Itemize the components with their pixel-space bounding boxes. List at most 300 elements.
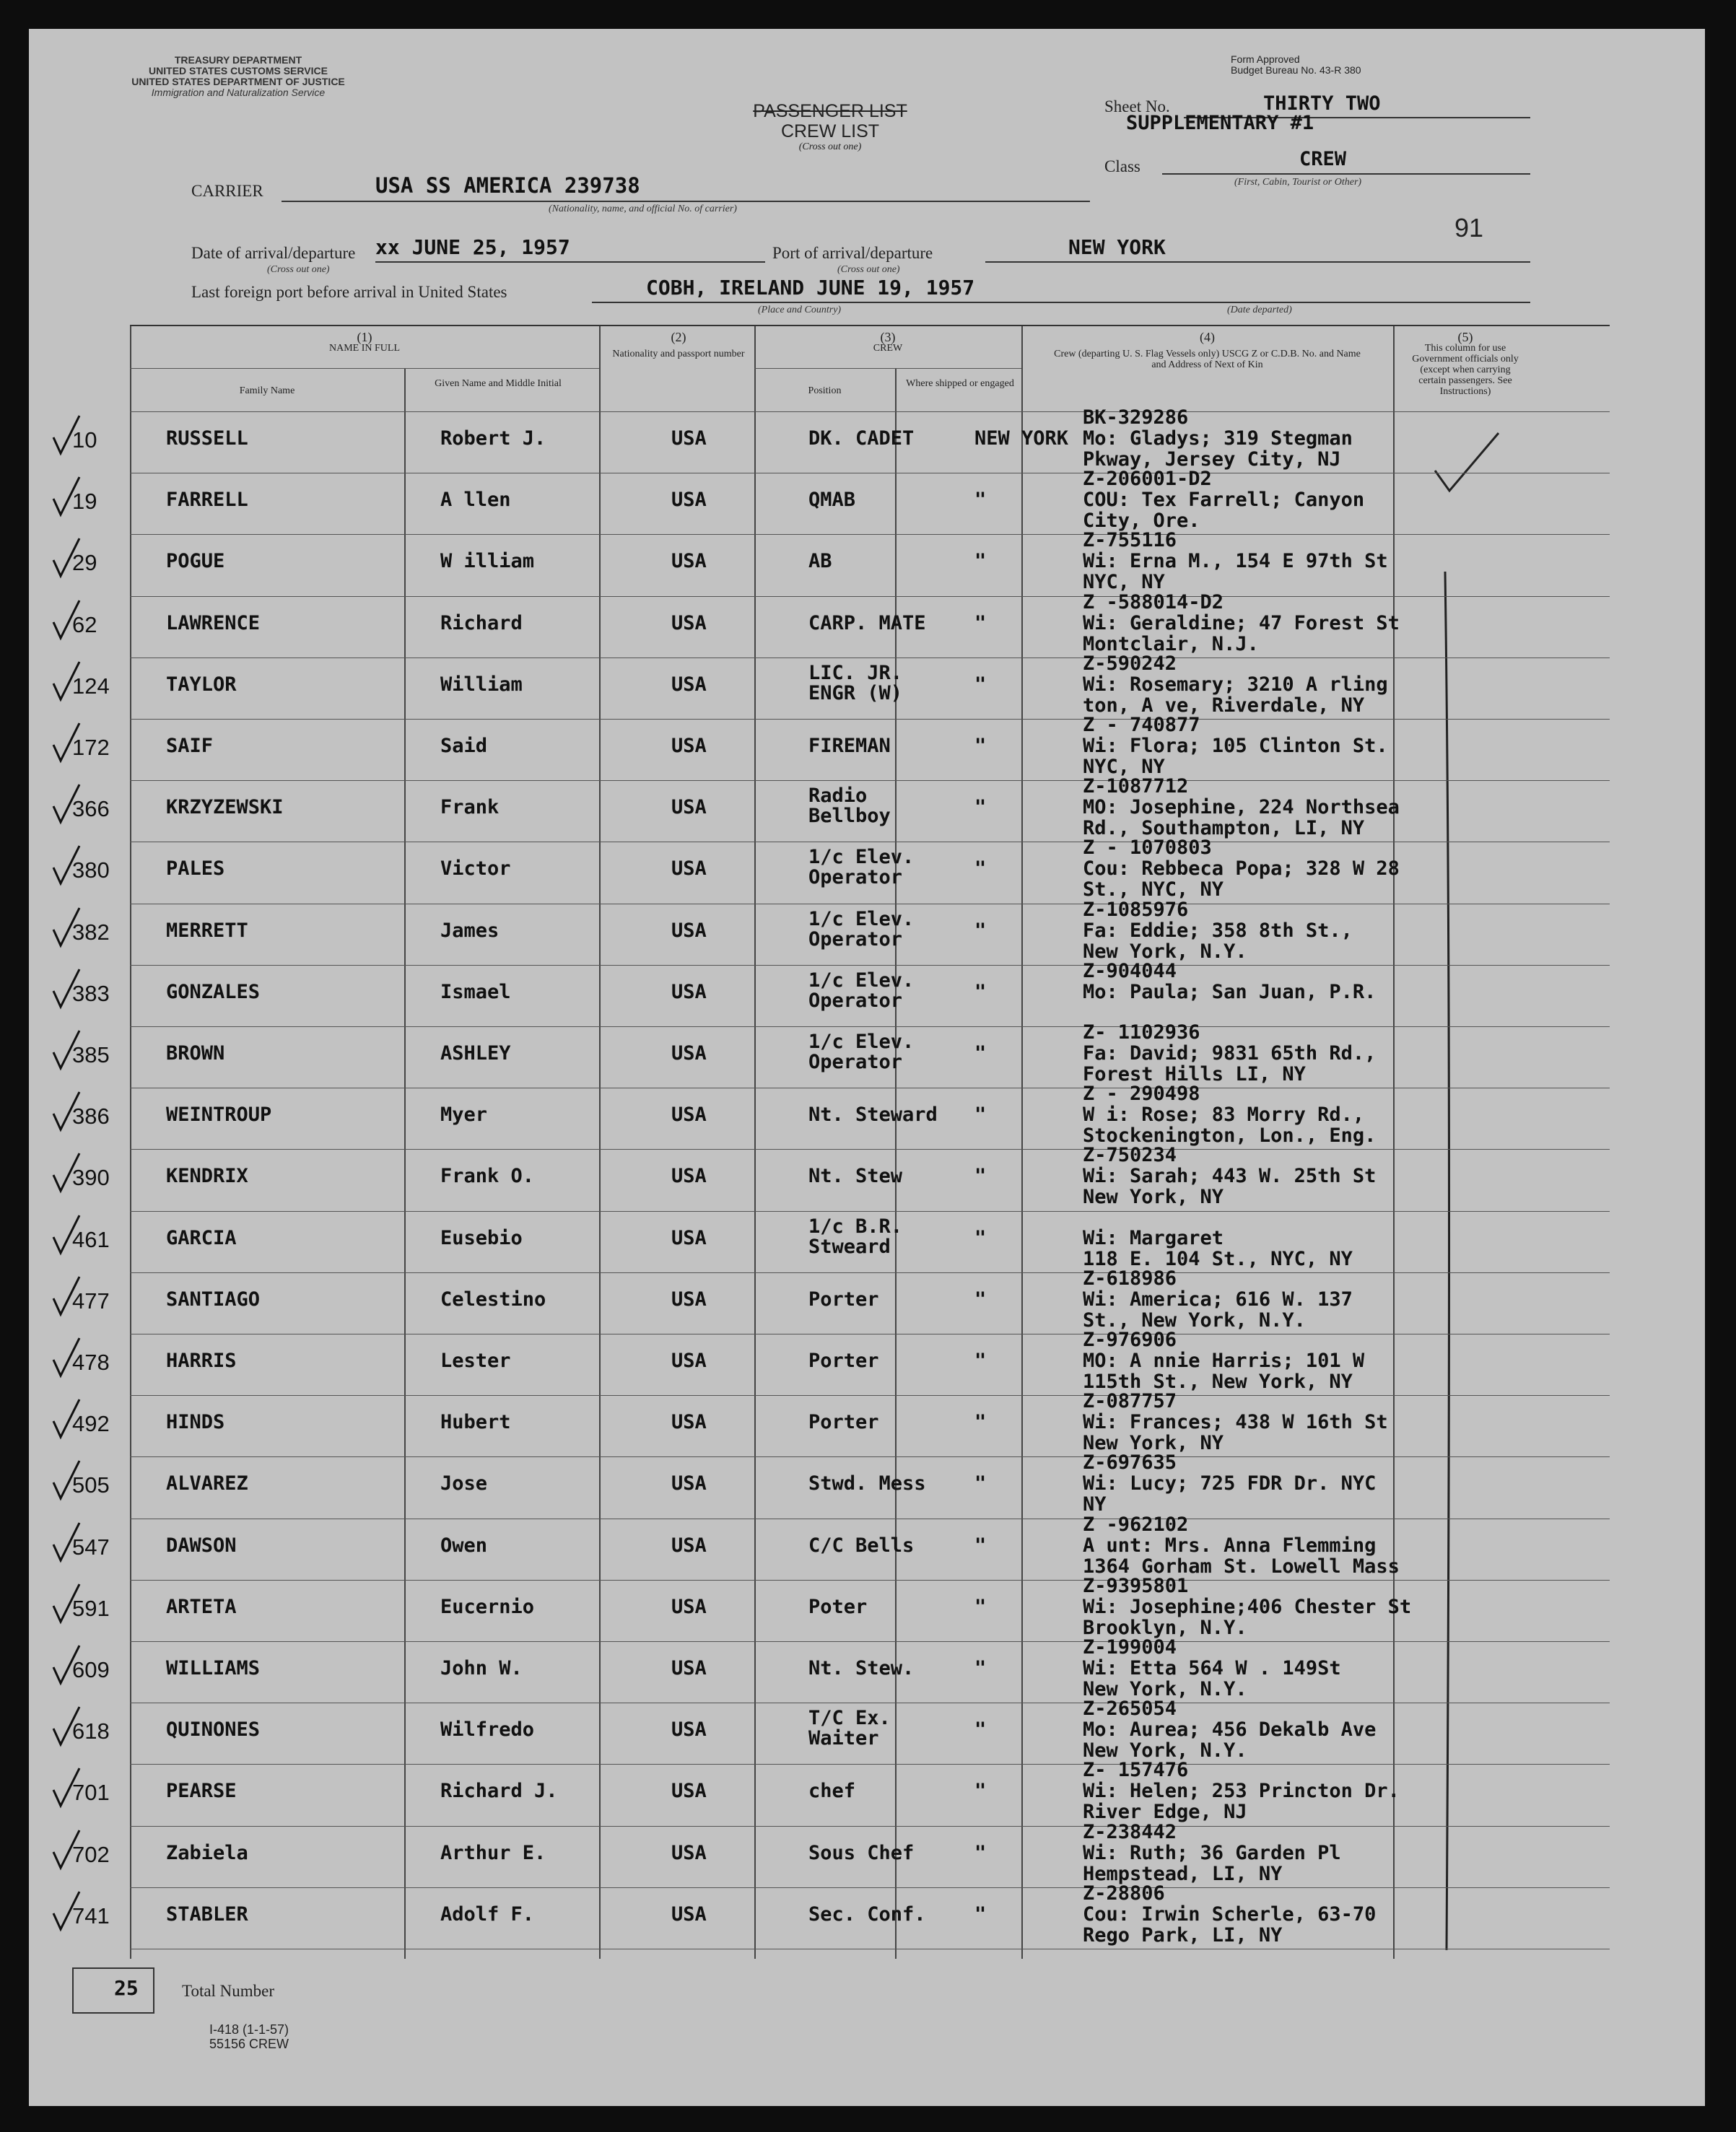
kin-line: Z-206001-D2	[1083, 468, 1212, 491]
col4-number: (4)	[1200, 330, 1215, 344]
col3-title: CREW	[873, 343, 903, 354]
next-of-kin	[1083, 1576, 1411, 1638]
next-of-kin	[1083, 1207, 1353, 1270]
kin-line: Z-28806	[1083, 1882, 1165, 1905]
table-row	[72, 1267, 1610, 1332]
col3-number: (3)	[880, 330, 896, 344]
kin-line: Z-265054	[1083, 1698, 1177, 1721]
kin-line: Brooklyn, N.Y.	[1083, 1616, 1247, 1639]
shipped-at: "	[974, 1534, 987, 1557]
last-port-label: Last foreign port before arrival in United States	[191, 283, 507, 301]
given-name: A llen	[440, 489, 511, 512]
kin-line: New York, N.Y.	[1083, 1739, 1247, 1762]
budget-bureau: Budget Bureau No. 43-R 380	[1231, 64, 1361, 76]
given-name: Frank	[440, 796, 500, 819]
kin-line: Z -588014-D2	[1083, 590, 1224, 613]
table-row	[72, 1144, 1610, 1209]
table-row	[72, 836, 1610, 901]
kin-line: Z-199004	[1083, 1636, 1177, 1659]
check-mark-icon	[51, 1458, 84, 1501]
table-row	[72, 1451, 1610, 1516]
position: QMAB	[808, 489, 856, 512]
kin-line: Wi: Josephine;406 Chester St	[1083, 1595, 1412, 1618]
next-of-kin	[1083, 1083, 1376, 1146]
kin-line: Fa: Eddie; 358 8th St.,	[1083, 919, 1353, 942]
check-mark-icon	[51, 1765, 84, 1809]
kin-line: Cou: Rebbeca Popa; 328 W 28	[1083, 857, 1400, 881]
check-mark-icon	[51, 1335, 84, 1379]
kin-line: New York, NY	[1083, 1432, 1224, 1455]
check-mark-icon	[51, 1889, 84, 1932]
nationality: USA	[671, 1165, 707, 1188]
kin-line	[1083, 1002, 1376, 1023]
kin-line: W i: Rose; 83 Morry Rd.,	[1083, 1104, 1365, 1127]
port-value: NEW YORK	[1068, 235, 1166, 259]
kin-line: Z-1085976	[1083, 898, 1189, 921]
position: 1/c Elev. Operator	[808, 907, 915, 951]
line-number: 386	[72, 1104, 110, 1130]
table-row	[72, 1882, 1610, 1947]
family-name: DAWSON	[166, 1534, 237, 1557]
line-number: 19	[72, 489, 97, 515]
given-name: Said	[440, 735, 488, 757]
col3-heading	[754, 332, 1021, 354]
position: 1/c Elev. Operator	[808, 969, 915, 1012]
form-number: I-418 (1-1-57)	[209, 2022, 289, 2037]
next-of-kin	[1083, 407, 1353, 470]
check-mark-icon	[51, 966, 84, 1010]
family-name: KENDRIX	[166, 1165, 248, 1188]
shipped-at: "	[974, 550, 987, 573]
next-of-kin	[1083, 837, 1400, 900]
class-caption: (First, Cabin, Tourist or Other)	[1234, 177, 1362, 188]
nationality: USA	[671, 1718, 707, 1742]
next-of-kin	[1083, 468, 1364, 531]
kin-line: 118 E. 104 St., NYC, NY	[1083, 1247, 1353, 1270]
col5-title: This column for use Government officials only (except when carrying certain passengers. See Instructions)	[1412, 343, 1519, 397]
position: C/C Bells	[808, 1534, 915, 1557]
kin-line: Fa: David; 9831 65th Rd.,	[1083, 1042, 1377, 1065]
check-mark-icon	[51, 659, 84, 702]
position: T/C Ex. Waiter	[808, 1707, 891, 1750]
kin-line: City, Ore.	[1083, 510, 1200, 533]
place-caption: (Place and Country)	[758, 305, 842, 315]
family-name: MERRETT	[166, 919, 248, 942]
kin-line: New York, NY	[1083, 1186, 1224, 1209]
table-row	[72, 590, 1610, 655]
line-number: 29	[72, 550, 97, 576]
shipped-at: "	[974, 735, 987, 757]
nationality: USA	[671, 427, 707, 450]
check-mark-icon	[51, 1028, 84, 1071]
shipped-at: "	[974, 1350, 987, 1372]
next-of-kin	[1083, 1145, 1376, 1207]
next-of-kin	[1083, 1268, 1353, 1331]
position: Radio Bellboy	[808, 785, 891, 828]
agency-line: UNITED STATES CUSTOMS SERVICE	[149, 65, 328, 77]
table-row	[72, 714, 1610, 778]
family-name: HARRIS	[166, 1350, 237, 1372]
line-number: 609	[72, 1657, 110, 1682]
family-name: PEARSE	[166, 1780, 237, 1803]
line-number: 382	[72, 919, 110, 945]
last-port-value: COBH, IRELAND JUNE 19, 1957	[646, 276, 975, 300]
position: CARP. MATE	[808, 611, 926, 634]
table-row	[72, 1329, 1610, 1393]
date-caption: (Cross out one)	[267, 264, 330, 275]
kin-line: Wi: Rosemary; 3210 A rling	[1083, 673, 1388, 696]
total-label: Total Number	[182, 1982, 275, 2000]
kin-line: Wi: America; 616 W. 137	[1083, 1288, 1353, 1311]
col1-number: (1)	[357, 330, 372, 344]
kin-line: Z- 157476	[1083, 1759, 1189, 1782]
kin-line: NYC, NY	[1083, 571, 1165, 594]
kin-line: MO: Josephine, 224 Northsea	[1083, 796, 1400, 819]
given-name: Adolf F.	[440, 1902, 535, 1926]
kin-line: NYC, NY	[1083, 756, 1165, 778]
next-of-kin	[1083, 653, 1388, 716]
shipped-at: "	[974, 1472, 987, 1495]
given-name: James	[440, 919, 500, 942]
port-label: Port of arrival/departure	[772, 244, 933, 262]
given-name: Lester	[440, 1350, 511, 1372]
line-number: 702	[72, 1841, 110, 1867]
kin-line: Z-976906	[1083, 1329, 1177, 1351]
next-of-kin	[1083, 1329, 1364, 1392]
kin-line: Rd., Southampton, LI, NY	[1083, 817, 1365, 840]
agency-block	[72, 55, 404, 98]
family-name: SANTIAGO	[166, 1288, 261, 1311]
table-row	[72, 1574, 1610, 1639]
shipped-heading: Where shipped or engaged	[906, 378, 1014, 389]
table-row	[72, 1698, 1610, 1762]
given-name: Victor	[440, 857, 511, 881]
sheet-number: THIRTY TWO	[1263, 92, 1381, 115]
col4-title: Crew (departing U. S. Flag Vessels only) USCG Z or C.D.B. No. and Name and Address of Next of Kin	[1054, 349, 1361, 370]
next-of-kin	[1083, 1698, 1376, 1761]
kin-line: Wi: Frances; 438 W 16th St	[1083, 1411, 1388, 1434]
kin-line: Wi: Etta 564 W . 149St	[1083, 1657, 1341, 1679]
family-name: PALES	[166, 857, 225, 881]
table-row	[72, 959, 1610, 1023]
next-of-kin	[1083, 1391, 1388, 1454]
table-row	[72, 775, 1610, 840]
kin-line: New York, N.Y.	[1083, 1678, 1247, 1700]
family-name: HINDS	[166, 1411, 225, 1434]
crew-table	[72, 325, 1610, 1959]
class-value: CREW	[1299, 148, 1347, 170]
table-row	[72, 898, 1610, 963]
table-row	[72, 652, 1610, 717]
kin-line: Hempstead, LI, NY	[1083, 1862, 1283, 1885]
nationality: USA	[671, 1226, 707, 1249]
check-mark-icon	[51, 1827, 84, 1871]
page-number: 91	[1454, 213, 1484, 243]
position: Nt. Steward	[808, 1104, 938, 1127]
shipped-at: "	[974, 1657, 987, 1679]
nationality: USA	[671, 489, 707, 512]
next-of-kin	[1083, 1760, 1400, 1822]
kin-line: Wi: Margaret	[1083, 1226, 1224, 1249]
kin-line: River Edge, NJ	[1083, 1801, 1247, 1824]
given-name: Frank O.	[440, 1165, 535, 1188]
table-row	[72, 1759, 1610, 1824]
carrier-caption: (Nationality, name, and official No. of carrier)	[549, 204, 737, 214]
col2-heading	[606, 332, 751, 359]
kin-line: Mo: Paula; San Juan, P.R.	[1083, 980, 1377, 1003]
position: Porter	[808, 1350, 879, 1372]
form-approved-block	[1231, 54, 1361, 76]
nationality: USA	[671, 1042, 707, 1065]
given-name: Ismael	[440, 980, 511, 1003]
document-page	[29, 29, 1705, 2106]
shipped-at: "	[974, 1288, 987, 1311]
line-number: 701	[72, 1780, 110, 1806]
check-mark-icon	[51, 905, 84, 948]
nationality: USA	[671, 980, 707, 1003]
table-row	[72, 1390, 1610, 1455]
col2-title: Nationality and passport number	[612, 349, 745, 359]
kin-line: ton, A ve, Riverdale, NY	[1083, 694, 1365, 717]
shipped-at: "	[974, 1165, 987, 1188]
kin-line: Stockenington, Lon., Eng.	[1083, 1124, 1377, 1148]
given-name: Myer	[440, 1104, 488, 1127]
line-number: 172	[72, 735, 110, 760]
given-name: Arthur E.	[440, 1841, 546, 1864]
nationality: USA	[671, 1411, 707, 1434]
nationality: USA	[671, 1288, 707, 1311]
family-name: STABLER	[166, 1902, 248, 1926]
line-number: 380	[72, 857, 110, 883]
kin-line: Forest Hills LI, NY	[1083, 1063, 1306, 1085]
kin-line: Wi: Helen; 253 Princton Dr.	[1083, 1780, 1400, 1803]
table-row	[72, 1083, 1610, 1148]
given-name-heading: Given Name and Middle Initial	[435, 378, 562, 389]
kin-line: Z-590242	[1083, 652, 1177, 675]
col1-heading	[130, 332, 599, 354]
check-mark-icon	[51, 1704, 84, 1747]
given-name: ASHLEY	[440, 1042, 511, 1065]
position: Poter	[808, 1595, 868, 1618]
line-number: 390	[72, 1165, 110, 1191]
table-row	[72, 1211, 1610, 1270]
nationality: USA	[671, 857, 707, 881]
kin-line: Z - 740877	[1083, 714, 1200, 736]
shipped-at: "	[974, 1104, 987, 1127]
next-of-kin	[1083, 776, 1400, 839]
carrier-label: CARRIER	[191, 182, 263, 200]
kin-line: Wi: Lucy; 725 FDR Dr. NYC	[1083, 1472, 1377, 1495]
kin-line: Mo: Gladys; 319 Stegman	[1083, 427, 1353, 450]
check-mark-icon	[51, 1520, 84, 1563]
kin-line: Z-755116	[1083, 529, 1177, 552]
position: Sec. Conf.	[808, 1902, 926, 1926]
given-name: Hubert	[440, 1411, 511, 1434]
check-mark-icon	[51, 1274, 84, 1317]
table-row	[72, 1820, 1610, 1885]
shipped-at: "	[974, 1595, 987, 1618]
line-number: 366	[72, 796, 110, 822]
line-number: 492	[72, 1411, 110, 1437]
given-name: Richard J.	[440, 1780, 558, 1803]
line-number: 62	[72, 611, 97, 637]
position: chef	[808, 1780, 856, 1803]
line-number: 505	[72, 1472, 110, 1498]
family-name: RUSSELL	[166, 427, 248, 450]
agency-line: Immigration and Naturalization Service	[151, 87, 326, 98]
shipped-at: "	[974, 1411, 987, 1434]
kin-line: Wi: Ruth; 36 Garden Pl	[1083, 1841, 1341, 1864]
given-name: Wilfredo	[440, 1718, 535, 1742]
nationality: USA	[671, 550, 707, 573]
nationality: USA	[671, 1902, 707, 1926]
date-label: Date of arrival/departure	[191, 244, 356, 262]
shipped-at: "	[974, 1718, 987, 1742]
list-type: CREW LIST	[780, 121, 880, 141]
col4-heading	[1021, 332, 1393, 370]
kin-line: Z-087757	[1083, 1390, 1177, 1413]
shipped-at: "	[974, 1226, 987, 1249]
family-name: GONZALES	[166, 980, 261, 1003]
check-mark-icon	[51, 1089, 84, 1132]
family-name: LAWRENCE	[166, 611, 261, 634]
nationality: USA	[671, 735, 707, 757]
nationality: USA	[671, 611, 707, 634]
line-number: 547	[72, 1534, 110, 1560]
kin-line: Montclair, N.J.	[1083, 632, 1259, 655]
kin-line: Rego Park, LI, NY	[1083, 1923, 1283, 1947]
col2-number: (2)	[671, 330, 686, 344]
table-row	[72, 1021, 1610, 1085]
kin-line: A unt: Mrs. Anna Flemming	[1083, 1534, 1377, 1557]
kin-line: Z-618986	[1083, 1267, 1177, 1290]
line-number: 385	[72, 1042, 110, 1067]
form-approved: Form Approved	[1231, 53, 1300, 65]
check-mark-icon	[51, 1150, 84, 1194]
position: Nt. Stew.	[808, 1657, 915, 1679]
form-number-block	[209, 2022, 289, 2051]
col5-heading	[1393, 332, 1537, 397]
shipped-at: "	[974, 796, 987, 819]
position: LIC. JR. ENGR (W)	[808, 661, 903, 704]
shipped-at: "	[974, 1902, 987, 1926]
kin-line: NY	[1083, 1493, 1107, 1516]
kin-line: Z - 1070803	[1083, 836, 1212, 860]
line-number: 618	[72, 1718, 110, 1744]
position: DK. CADET	[808, 427, 915, 450]
sheet-label: Sheet No.	[1104, 97, 1170, 115]
kin-line: Wi: Geraldine; 47 Forest St	[1083, 611, 1400, 634]
form-code: 55156 CREW	[209, 2037, 289, 2051]
check-mark-icon	[51, 598, 84, 641]
next-of-kin	[1083, 1822, 1341, 1884]
shipped-at: "	[974, 489, 987, 512]
shipped-at: "	[974, 1841, 987, 1864]
kin-line: Z-9395801	[1083, 1574, 1189, 1597]
kin-line: Z -962102	[1083, 1513, 1189, 1536]
line-number: 461	[72, 1226, 110, 1252]
check-mark-icon	[51, 843, 84, 886]
family-name: SAIF	[166, 735, 214, 757]
agency-line: TREASURY DEPARTMENT	[174, 54, 302, 66]
kin-line: St., NYC, NY	[1083, 878, 1224, 901]
given-name: Robert J.	[440, 427, 546, 450]
next-of-kin	[1083, 530, 1388, 593]
family-name: POGUE	[166, 550, 225, 573]
kin-line: Wi: Sarah; 443 W. 25th St	[1083, 1165, 1377, 1188]
supplementary-note: SUPPLEMENTARY #1	[1126, 112, 1314, 134]
family-name: QUINONES	[166, 1718, 261, 1742]
check-mark-icon	[51, 720, 84, 764]
nationality: USA	[671, 1534, 707, 1557]
check-mark-icon	[51, 413, 84, 456]
table-row	[72, 1636, 1610, 1700]
shipped-at: "	[974, 980, 987, 1003]
table-row	[72, 529, 1610, 594]
check-mark-icon	[51, 1213, 84, 1256]
kin-line: Z-904044	[1083, 959, 1177, 982]
given-name: Jose	[440, 1472, 488, 1495]
family-name: WEINTROUP	[166, 1104, 272, 1127]
given-name: Celestino	[440, 1288, 546, 1311]
family-name: FARRELL	[166, 489, 248, 512]
position: Nt. Stew	[808, 1165, 903, 1188]
given-name: Richard	[440, 611, 523, 634]
position-heading: Position	[808, 385, 842, 396]
line-number: 10	[72, 427, 97, 453]
shipped-at: NEW YORK	[974, 427, 1069, 450]
nationality: USA	[671, 1350, 707, 1372]
position: 1/c Elev. Operator	[808, 1031, 915, 1073]
family-name: TAYLOR	[166, 673, 237, 696]
kin-line: Z-1087712	[1083, 775, 1189, 798]
next-of-kin	[1083, 1022, 1376, 1085]
next-of-kin	[1083, 899, 1353, 962]
carrier-value: USA SS AMERICA 239738	[375, 173, 640, 198]
check-mark-icon	[51, 474, 84, 517]
next-of-kin	[1083, 1637, 1341, 1700]
kin-line: Z - 290498	[1083, 1083, 1200, 1106]
total-value: 25	[114, 1976, 139, 2000]
shipped-at: "	[974, 857, 987, 881]
date-value: xx JUNE 25, 1957	[375, 235, 570, 259]
given-name: William	[440, 673, 523, 696]
kin-line: Wi: Erna M., 154 E 97th St	[1083, 550, 1388, 573]
check-mark-icon	[51, 782, 84, 825]
family-name: WILLIAMS	[166, 1657, 261, 1679]
kin-line: New York, N.Y.	[1083, 940, 1247, 963]
nationality: USA	[671, 1472, 707, 1495]
kin-line: Mo: Aurea; 456 Dekalb Ave	[1083, 1718, 1377, 1742]
kin-line: Pkway, Jersey City, NJ	[1083, 448, 1341, 471]
given-name: John W.	[440, 1657, 523, 1679]
nationality: USA	[671, 1841, 707, 1864]
family-name: GARCIA	[166, 1226, 237, 1249]
check-mark-icon	[51, 1643, 84, 1686]
position: Stwd. Mess	[808, 1472, 926, 1495]
position: FIREMAN	[808, 735, 891, 757]
kin-line: BK-329286	[1083, 406, 1189, 429]
agency-line: UNITED STATES DEPARTMENT OF JUSTICE	[131, 76, 345, 87]
next-of-kin	[1083, 1514, 1400, 1577]
check-mark-icon	[51, 1581, 84, 1625]
shipped-at: "	[974, 1042, 987, 1065]
family-name-heading: Family Name	[239, 385, 295, 396]
check-mark-icon	[51, 1397, 84, 1440]
position: 1/c Elev. Operator	[808, 846, 915, 889]
shipped-at: "	[974, 1780, 987, 1803]
list-type-block	[722, 101, 938, 152]
